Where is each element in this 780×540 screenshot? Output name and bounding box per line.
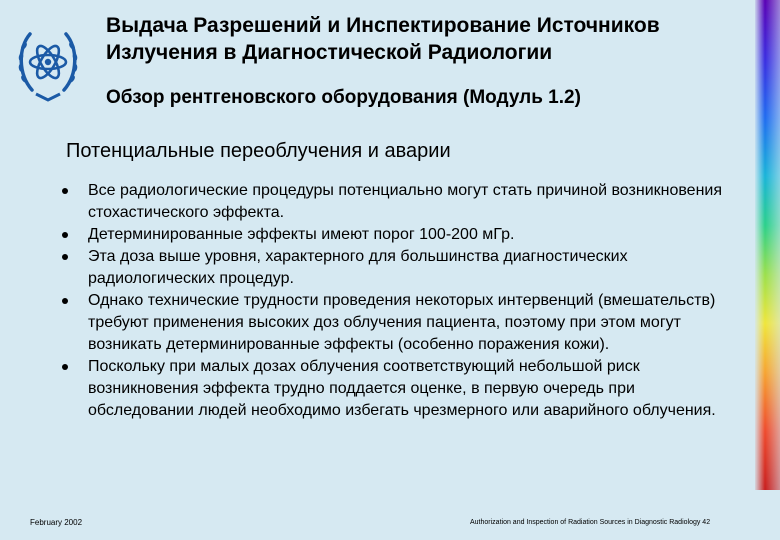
bullet-dot-icon: [62, 254, 68, 260]
title-line-1: Выдача Разрешений и Инспектирование Источников: [106, 14, 660, 37]
bullet-item: [60, 246, 740, 290]
slide-title: [106, 12, 746, 66]
slide-subtitle: Обзор рентгеновского оборудования (Модуль 1.2): [106, 87, 581, 108]
footer-course: Authorization and Inspection of Radiation Sources in Diagnostic Radiology 42: [470, 519, 711, 526]
footer-date: February 2002: [30, 518, 83, 527]
bullet-text: Эта доза выше уровня, характерного для большинства диагностических радиологических процедур.: [88, 248, 628, 287]
iaea-logo-icon: [14, 24, 82, 106]
bullet-text: Однако технические трудности проведения некоторых интервенций (вмешательств) требуют применения высоких доз облучения пациента, поэтому при этом могут возникать детерминированные эффекты (особенно поражения кожи).: [88, 292, 716, 353]
bullet-dot-icon: [62, 188, 68, 194]
bullet-text: Поскольку при малых дозах облучения соответствующий небольшой риск возникновения эффекта трудно поддается оценке, в первую очередь при обследовании людей необходимо избегать чрезмерного или аварийного облучения.: [88, 358, 716, 419]
bullet-text: Детерминированные эффекты имеют порог 100-200 мГр.: [88, 226, 515, 243]
bullet-dot-icon: [62, 298, 68, 304]
title-line-2: Излучения в Диагностической Радиологии: [106, 41, 553, 64]
bullet-dot-icon: [62, 232, 68, 238]
bullet-item: [60, 180, 740, 224]
bullet-text: Все радиологические процедуры потенциально могут стать причиной возникновения стохастического эффекта.: [88, 182, 723, 221]
bullet-item: [60, 224, 740, 246]
bullet-item: [60, 356, 740, 422]
bullet-list: [60, 180, 740, 422]
bullet-dot-icon: [62, 364, 68, 370]
section-title: Потенциальные переоблучения и аварии: [66, 140, 451, 162]
rainbow-side-bar: [755, 0, 780, 490]
bullet-item: [60, 290, 740, 356]
